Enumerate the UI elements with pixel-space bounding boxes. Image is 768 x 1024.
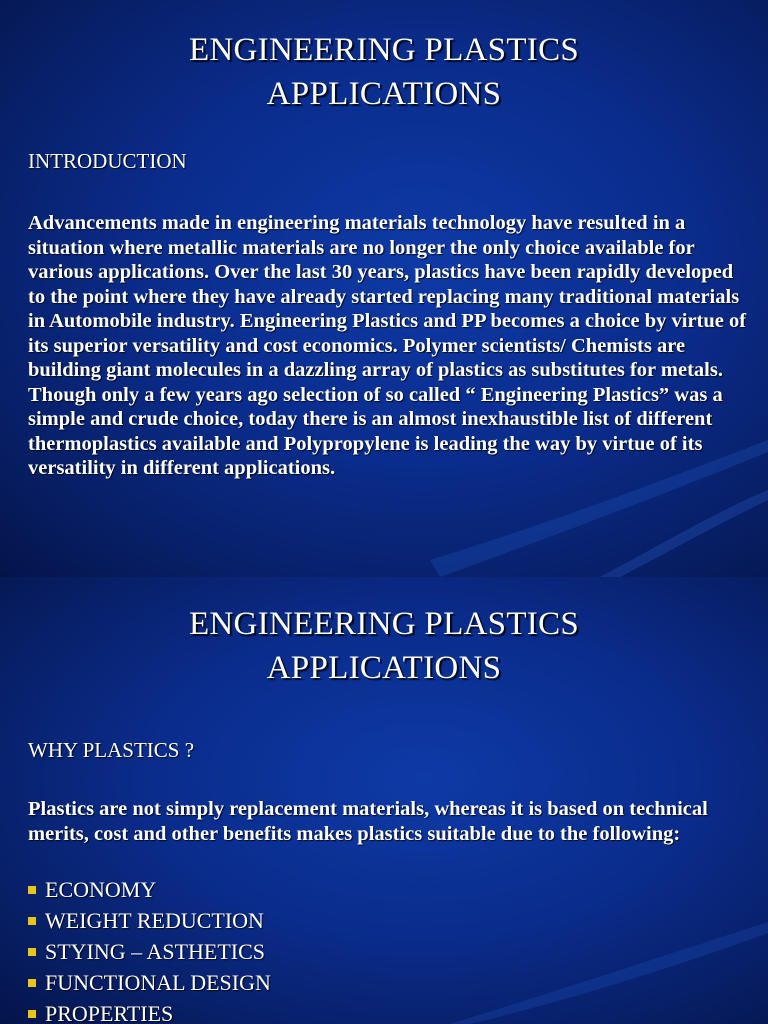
body-paragraph: Plastics are not simply replacement materials, whereas it is based on technical merits, cost and other benefits makes plastics suitable due to the following: xyxy=(28,798,708,845)
list-item-label: FUNCTIONAL DESIGN xyxy=(45,970,271,995)
benefits-list xyxy=(28,874,271,1024)
slide-title-line-1: ENGINEERING PLASTICS xyxy=(188,32,580,68)
square-bullet-icon xyxy=(28,948,36,956)
section-heading: INTRODUCTION xyxy=(28,149,187,173)
slide-why-plastics xyxy=(0,577,768,1024)
list-item xyxy=(28,936,271,967)
list-item-label: ECONOMY xyxy=(45,877,157,902)
square-bullet-icon xyxy=(28,917,36,925)
list-item-label: PROPERTIES xyxy=(45,1001,174,1024)
slide-title xyxy=(0,28,768,116)
list-item xyxy=(28,874,271,905)
slide-title-line-2: APPLICATIONS xyxy=(266,650,502,686)
list-item xyxy=(28,967,271,998)
list-item xyxy=(28,998,271,1024)
list-item-label: STYING – ASTHETICS xyxy=(45,939,266,964)
slide-title-line-2: APPLICATIONS xyxy=(266,76,502,112)
square-bullet-icon xyxy=(28,979,36,987)
square-bullet-icon xyxy=(28,1010,36,1018)
slide-title xyxy=(0,602,768,690)
body-paragraph: Advancements made in engineering materials technology have resulted in a situation where metallic materials are no longer the only choice available for various applications. Over the last 30 years, plastics have been rapidly developed to the point where they have already started replacing many traditional materials in Automobile industry. Engineering Plastics and PP becomes a choice by virtue of its superior versatility and cost economics. Polymer scientists/ Chemists are building giant molecules in a dazzling array of plastics as substitutes for metals. Though only a few years ago selection of so called “ Engineering Plastics” was a simple and crude choice, today there is an almost inexhaustible list of different thermoplastics available and Polypropylene is leading the way by virtue of its versatility in different applications. xyxy=(28,212,747,479)
section-heading: WHY PLASTICS ? xyxy=(28,738,195,762)
square-bullet-icon xyxy=(28,886,36,894)
slide-title-line-1: ENGINEERING PLASTICS xyxy=(188,606,580,642)
list-item xyxy=(28,905,271,936)
list-item-label: WEIGHT REDUCTION xyxy=(45,908,264,933)
